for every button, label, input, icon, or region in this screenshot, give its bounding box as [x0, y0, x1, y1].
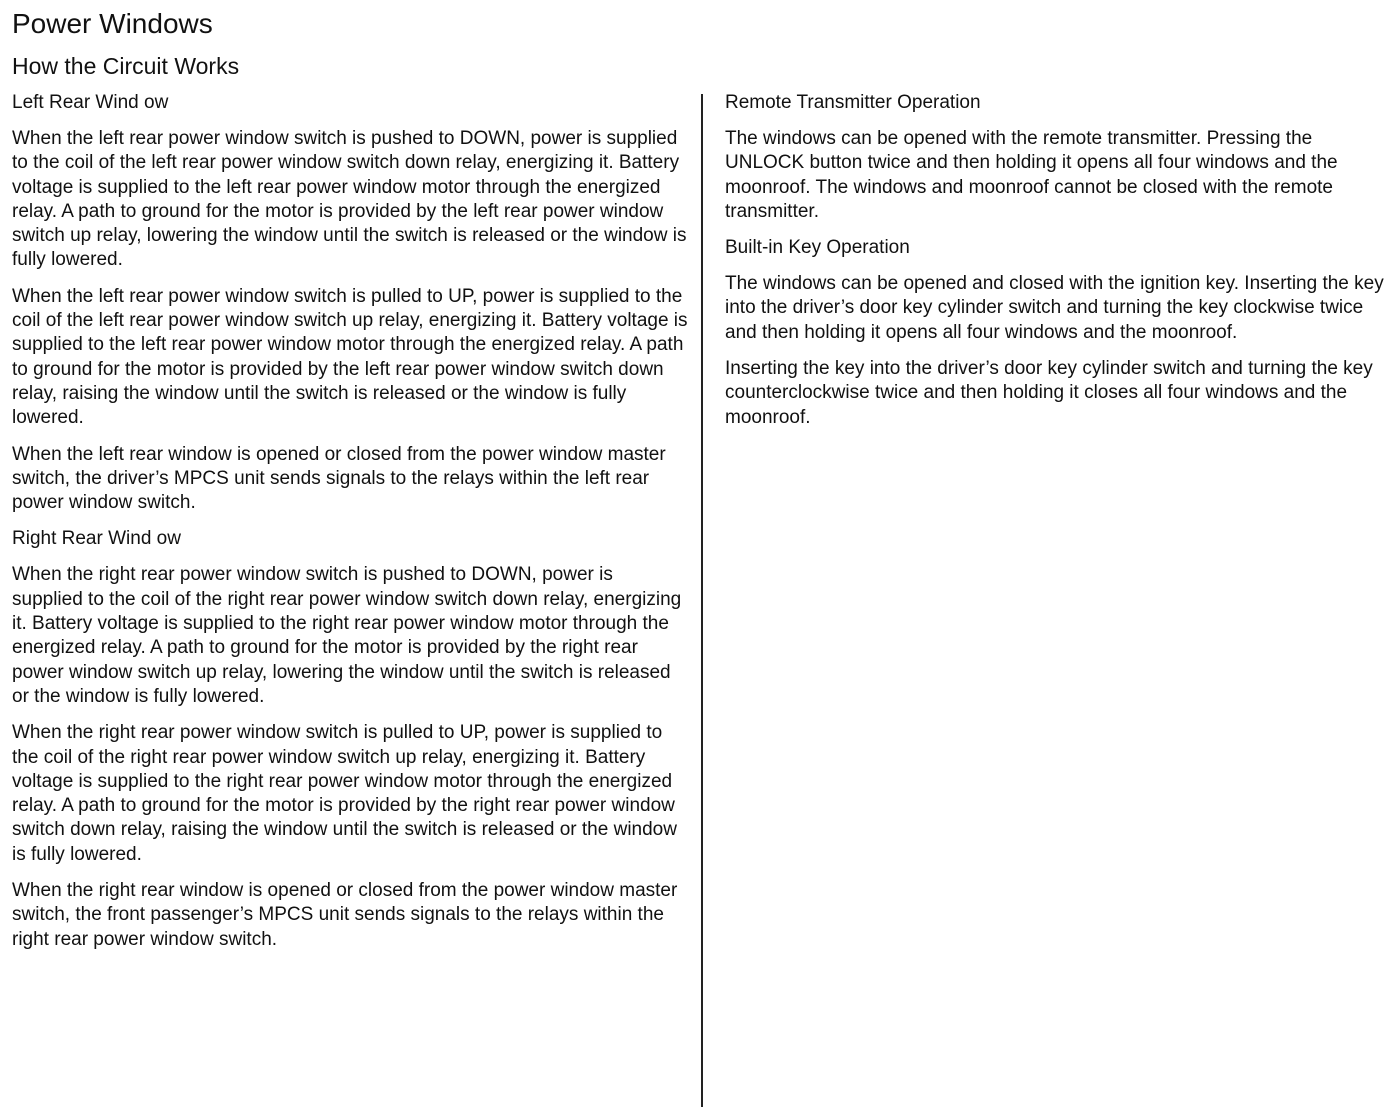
section-built-in-key-operation: [725, 236, 1393, 430]
paragraph: When the left rear power window switch is pushed to DOWN, power is supplied to the coil of the left rear power window switch down relay, energizing it. Battery voltage is supplied to the left rear power window motor through the energized relay. A path to ground for the motor is provided by the left rear power window switch up relay, lowering the window until the switch is released or the window is fully lowered.: [12, 128, 687, 271]
section-heading: Left Rear Wind ow: [12, 92, 169, 113]
paragraph: Inserting the key into the driver’s door key cylinder switch and turning the key counterclockwise twice and then holding it closes all four windows and the moonroof.: [725, 358, 1373, 428]
section-left-rear-window: [12, 91, 688, 515]
paragraph: When the right rear window is opened or closed from the power window master switch, the front passenger’s MPCS unit sends signals to the relays within the right rear power window switch.: [12, 880, 678, 950]
section-remote-transmitter-operation: [725, 91, 1393, 224]
section-heading: Right Rear Wind ow: [12, 528, 181, 550]
right-column: [725, 91, 1393, 442]
section-heading: Built-in Key Operation: [725, 237, 910, 259]
paragraph: When the right rear power window switch is pulled to UP, power is supplied to the coil of the right rear power window switch up relay, energizing it. Battery voltage is supplied to the right rear power window motor through the energized relay. A path to ground for the motor is provided by the right rear power window switch down relay, raising the window until the switch is released or the window is fully lowered.: [12, 722, 677, 865]
page-subtitle: How the Circuit Works: [12, 53, 240, 79]
column-divider: [701, 94, 703, 1107]
paragraph: When the right rear power window switch is pushed to DOWN, power is supplied to the coil of the right rear power window switch down relay, energizing it. Battery voltage is supplied to the right rear power window motor through the energized relay. A path to ground for the motor is provided by the right rear power window switch up relay, lowering the window until the switch is released or the window is fully lowered.: [12, 564, 682, 707]
section-right-rear-window: [12, 527, 688, 951]
paragraph: The windows can be opened and closed with the ignition key. Inserting the key into the driver’s door key cylinder switch and turning the key clockwise twice and then holding it opens all four windows and the moonroof.: [725, 273, 1384, 343]
left-column: [12, 91, 688, 964]
paragraph: The windows can be opened with the remote transmitter. Pressing the UNLOCK button twice and then holding it opens all four windows and the moonroof. The windows and moonroof cannot be closed with the remote transmitter.: [725, 128, 1338, 222]
paragraph: When the left rear window is opened or closed from the power window master switch, the driver’s MPCS unit sends signals to the relays within the left rear power window switch.: [12, 443, 666, 514]
section-heading: Remote Transmitter Operation: [725, 92, 981, 113]
paragraph: When the left rear power window switch is pulled to UP, power is supplied to the coil of the left rear power window switch up relay, energizing it. Battery voltage is supplied to the left rear power window motor through the energized relay. A path to ground for the motor is provided by the left rear power window switch down relay, raising the window until the switch is released or the window is fully lowered.: [12, 285, 688, 429]
page-title: Power Windows: [12, 8, 213, 39]
